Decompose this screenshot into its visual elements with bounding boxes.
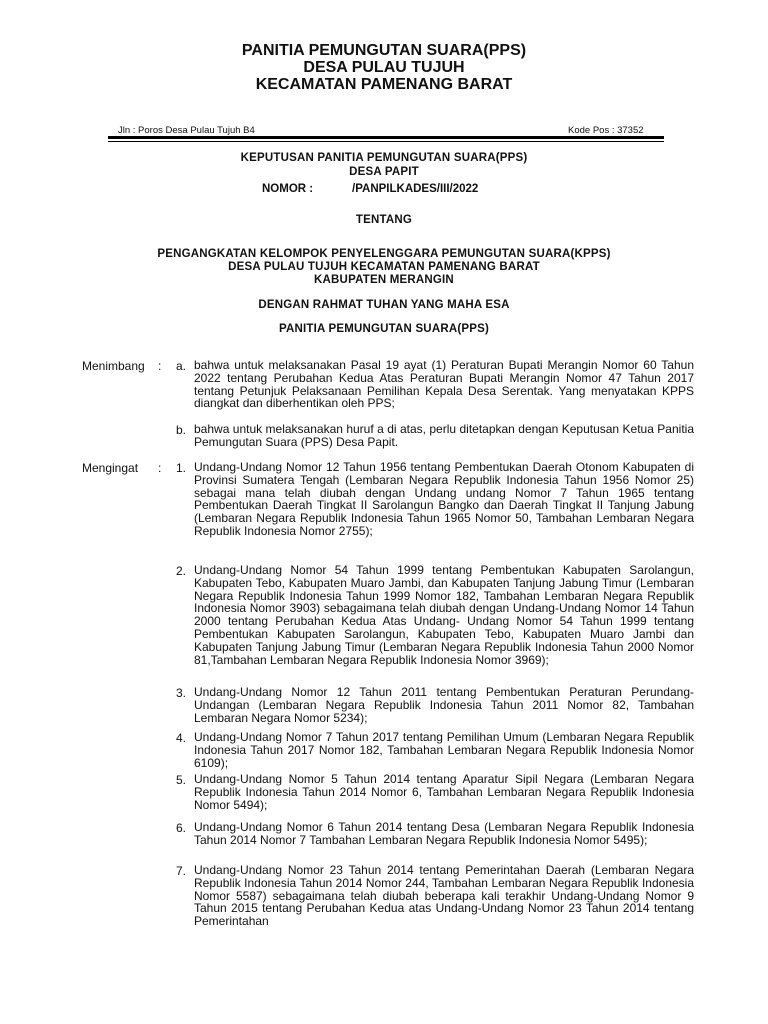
mengingat-1-marker: 1. bbox=[176, 461, 187, 475]
subject-line-1: PENGANGKATAN KELOMPOK PENYELENGGARA PEMUNGUTAN SUARA(KPPS) bbox=[157, 248, 611, 260]
menimbang-a-text: bahwa untuk melaksanakan Pasal 19 ayat (1) Peraturan Bupati Merangin Nomor 60 Tahun 2022 tentang Perubahan Kedua Atas Peraturan Bupati Merangin Nomor 47 Tahun 2017 tentang Petunjuk Pelaksanaan Pemilihan Kepala Desa Serentak. Yang menyatakan KPPS diangkat dan diberhentikan oleh PPS; bbox=[194, 358, 694, 411]
address: Jln : Poros Desa Pulau Tujuh B4 bbox=[118, 125, 255, 136]
letterhead-rule-thin bbox=[108, 141, 664, 142]
mengingat-5-text: Undang-Undang Nomor 5 Tahun 2014 tentang Aparatur Sipil Negara (Lembaran Negara Republik Indonesia Tahun 2014 Nomor 6, Tambahan Lembaran Negara Republik Indonesia Nomor 5494); bbox=[194, 772, 694, 812]
mengingat-6-text: Undang-Undang Nomor 6 Tahun 2014 tentang Desa (Lembaran Negara Republik Indonesia Tahun 2014 Nomor 7 Tambahan Lembaran Negara Republik Indonesia Nomor 5495); bbox=[194, 820, 694, 847]
subject-line-2: DESA PULAU TUJUH KECAMATAN PAMENANG BARAT bbox=[228, 261, 540, 273]
postcode: Kode Pos : 37352 bbox=[568, 125, 644, 136]
mengingat-6-marker: 6. bbox=[176, 821, 187, 835]
mengingat-colon: : bbox=[158, 461, 162, 475]
subject-line-3: KABUPATEN MERANGIN bbox=[314, 274, 454, 286]
decision-title: KEPUTUSAN PANITIA PEMUNGUTAN SUARA(PPS) bbox=[240, 152, 528, 164]
pps-line: PANITIA PEMUNGUTAN SUARA(PPS) bbox=[278, 323, 490, 335]
mengingat-label: Mengingat bbox=[82, 461, 139, 475]
mengingat-7-marker: 7. bbox=[176, 864, 187, 878]
menimbang-label: Menimbang bbox=[82, 359, 145, 373]
mengingat-4-text: Undang-Undang Nomor 7 Tahun 2017 tentang Pemilihan Umum (Lembaran Negara Republik Indonesia Tahun 2017 Nomor 182, Tambahan Lembaran Negara Republik Indonesia Nomor 6109); bbox=[194, 730, 694, 770]
letterhead-rule-thick bbox=[108, 136, 664, 139]
mengingat-5-marker: 5. bbox=[176, 773, 187, 787]
mengingat-4-marker: 4. bbox=[176, 731, 187, 745]
letterhead-line-1: PANITIA PEMUNGUTAN SUARA(PPS) bbox=[241, 42, 527, 59]
mengingat-7-text: Undang-Undang Nomor 23 Tahun 2014 tentang Pemerintahan Daerah (Lembaran Negara Republik Indonesia Tahun 2014 Nomor 244, Tambahan Lembaran Negara Republik Indonesia Nomor 5587) sebagaimana telah diubah beberapa kali terakhir Undang-Undang Nomor 9 Tahun 2015 tentang Perubahan Kedua atas Undang-Undang Nomor 23 Tahun 2014 tentang Pemerintahan bbox=[194, 863, 694, 929]
menimbang-b-marker: b. bbox=[176, 423, 187, 437]
mengingat-3-marker: 3. bbox=[176, 686, 187, 700]
rahmat-line: DENGAN RAHMAT TUHAN YANG MAHA ESA bbox=[258, 299, 510, 311]
mengingat-2-marker: 2. bbox=[176, 564, 187, 578]
letterhead-line-2: DESA PULAU TUJUH bbox=[303, 59, 465, 76]
mengingat-3-text: Undang-Undang Nomor 12 Tahun 2011 tentang Pembentukan Peraturan Perundang-Undangan (Lembaran Negara Republik Indonesia Tahun 2011 Nomor 82, Tambahan Lembaran Negara Nomor 5234); bbox=[194, 685, 694, 725]
nomor-value: /PANPILKADES/III/2022 bbox=[352, 183, 479, 195]
menimbang-colon: : bbox=[158, 359, 162, 373]
tentang-heading: TENTANG bbox=[355, 214, 413, 226]
nomor-label: NOMOR : bbox=[262, 183, 314, 195]
letterhead-line-3: KECAMATAN PAMENANG BARAT bbox=[255, 76, 513, 93]
menimbang-b-text: bahwa untuk melaksanakan huruf a di atas, perlu ditetapkan dengan Keputusan Ketua Panitia Pemungutan Suara (PPS) Desa Papit. bbox=[194, 422, 694, 449]
mengingat-2-text: Undang-Undang Nomor 54 Tahun 1999 tentang Pembentukan Kabupaten Sarolangun, Kabupaten Tebo, Kabupaten Muaro Jambi, dan Kabupaten Tanjung Jabung Timur (Lembaran Negara Republik Indonesia Tahun 1999 Nomor 182, Tambahan Lembaran Negara Republik Indonesia Nomor 3903) sebagaimana telah diubah dengan Undang-Undang Nomor 14 Tahun 2000 tentang Perubahan Kedua Atas Undang- Undang Nomor 54 Tahun 1999 tentang Pembentukan Kabupaten Sarolangun, Kabupaten Tebo, Kabupaten Muaro Jambi dan Kabupaten Tanjung Jabung Timur (Lembaran Negara Republik Indonesia Tahun 2000 Nomor 81,Tambahan Lembaran Negara Republik Indonesia Nomor 3969); bbox=[194, 563, 694, 667]
menimbang-a-marker: a. bbox=[176, 359, 187, 373]
decision-title-village: DESA PAPIT bbox=[349, 166, 419, 178]
mengingat-1-text: Undang-Undang Nomor 12 Tahun 1956 tentang Pembentukan Daerah Otonom Kabupaten di Provinsi Sumatera Tengah (Lembaran Negara Republik Indonesia Tahun 1956 Nomor 25) sebagai mana telah diubah dengan Undang undang Nomor 7 Tahun 1965 tentang Pembentukan Daerah Tingkat II Sarolangun Bangko dan Daerah Tingkat II Tanjung Jabung (Lembaran Negara Republik Indonesia Tahun 1965 Nomor 50, Tambahan Lembaran Negara Republik Indonesia Nomor 2755); bbox=[194, 460, 694, 538]
